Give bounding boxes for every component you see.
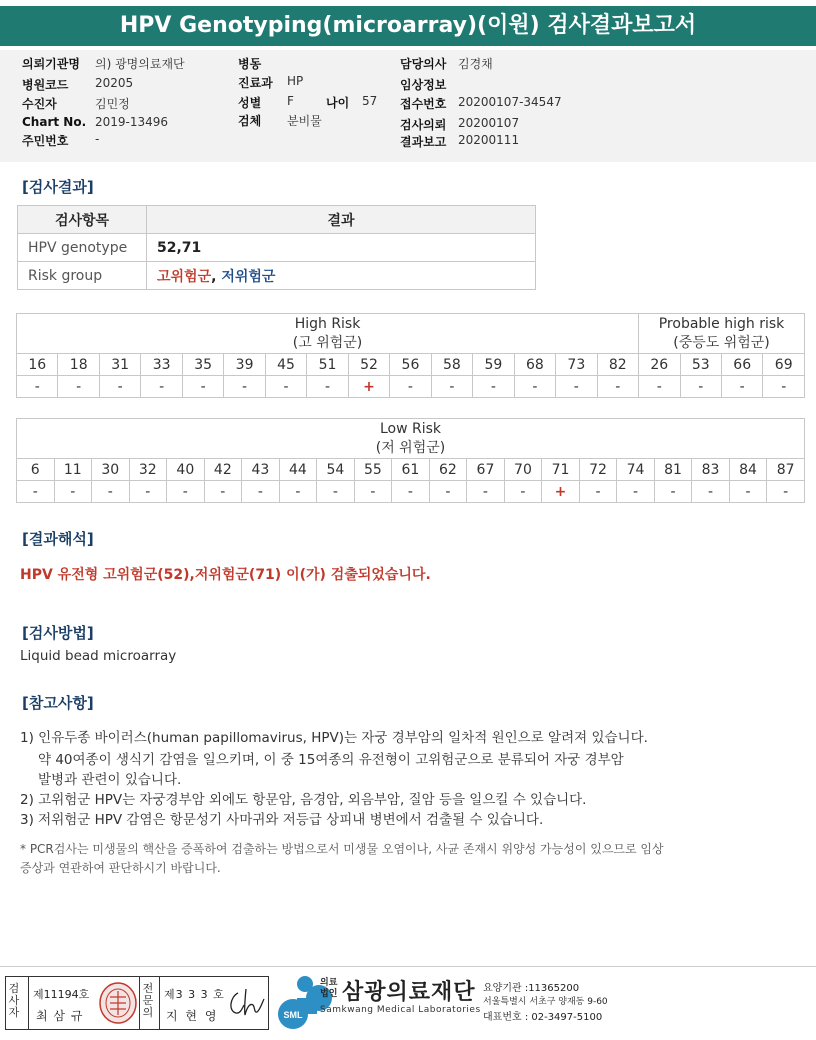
result-mark: - — [763, 376, 805, 398]
genotype-number: 33 — [141, 354, 182, 376]
age-value: 57 — [362, 94, 378, 108]
genotype-number: 16 — [17, 354, 58, 376]
sex-label: 성별 — [238, 96, 262, 110]
genotype-number: 66 — [721, 354, 762, 376]
probable-risk-title: Probable high risk — [658, 315, 785, 332]
high-risk-header — [17, 314, 639, 354]
notes-section-title: [참고사항] — [22, 694, 94, 712]
genotype-number: 68 — [514, 354, 555, 376]
note-line-4: 2) 고위험군 HPV는 자궁경부암 외에도 항문암, 음경암, 외음부암, 질암 등을 일으킬 수 있습니다. — [20, 792, 587, 808]
risk-group-row — [18, 262, 536, 290]
genotype-number: 58 — [431, 354, 472, 376]
genotype-number: 26 — [639, 354, 680, 376]
report-title: HPV Genotyping(microarray)(이원) 검사결과보고서 — [0, 6, 816, 46]
result-mark: - — [729, 481, 767, 503]
pcr-note-line-1: * PCR검사는 미생물의 핵산을 증폭하여 검출하는 방법으로서 미생물 오염이나, 사균 존재시 위양성 가능성이 있으므로 임상 — [20, 842, 664, 856]
low-risk-header — [17, 419, 805, 459]
high-risk-marks-row — [17, 376, 805, 398]
genotype-label: HPV genotype — [18, 234, 147, 262]
result-mark: - — [431, 376, 472, 398]
interpretation-section-title: [결과해석] — [22, 530, 94, 548]
result-mark: - — [17, 376, 58, 398]
report-date-label: 결과보고 — [400, 135, 447, 149]
patient-info-panel — [0, 50, 816, 162]
specialist-license: 제3 3 3 호 — [164, 988, 225, 1001]
risk-low-text: 저위험군 — [221, 268, 276, 285]
genotype-number: 81 — [654, 459, 692, 481]
genotype-number: 6 — [17, 459, 55, 481]
genotype-number: 31 — [99, 354, 140, 376]
result-mark: - — [224, 376, 265, 398]
patient-value: 김민정 — [95, 97, 130, 111]
low-risk-types-row — [17, 459, 805, 481]
genotype-number: 54 — [317, 459, 355, 481]
result-mark: - — [617, 481, 655, 503]
genotype-number: 44 — [279, 459, 317, 481]
genotype-number: 61 — [392, 459, 430, 481]
result-mark: - — [473, 376, 514, 398]
genotype-number: 53 — [680, 354, 721, 376]
receipt-value: 20200107-34547 — [458, 95, 562, 109]
col-result-header: 결과 — [147, 206, 536, 234]
result-mark: - — [639, 376, 680, 398]
result-mark: - — [58, 376, 99, 398]
result-mark: - — [504, 481, 542, 503]
low-risk-header-row — [17, 419, 805, 459]
age-label: 나이 — [326, 96, 350, 110]
report-date-value: 20200111 — [458, 133, 520, 147]
interpretation-text: HPV 유전형 고위험군(52),저위험군(71) 이(가) 검출되었습니다. — [20, 567, 431, 583]
foundation-phone: 대표번호 : 02-3497-5100 — [483, 1012, 603, 1023]
resident-label: 주민번호 — [22, 134, 69, 148]
note-line-3: 발병과 관련이 있습니다. — [38, 772, 182, 788]
sign-divider-2 — [139, 977, 140, 1029]
high-risk-subtitle: (고 위험군) — [292, 334, 363, 351]
result-mark: - — [654, 481, 692, 503]
genotype-number: 74 — [617, 459, 655, 481]
examiner-seal — [98, 981, 138, 1025]
result-mark: - — [92, 481, 130, 503]
footer-divider — [0, 966, 816, 967]
low-risk-subtitle: (저 위험군) — [375, 439, 446, 456]
result-mark: - — [279, 481, 317, 503]
genotype-row — [18, 234, 536, 262]
result-mark: - — [129, 481, 167, 503]
result-mark: - — [556, 376, 597, 398]
risk-high-text: 고위험군 — [157, 268, 212, 285]
low-risk-title: Low Risk — [379, 420, 442, 437]
dept-value: HP — [287, 74, 304, 88]
client-value: 의) 광명의료재단 — [95, 57, 185, 71]
result-mark: - — [242, 481, 280, 503]
receipt-label: 접수번호 — [400, 97, 447, 111]
genotype-number: 11 — [54, 459, 92, 481]
result-mark: - — [99, 376, 140, 398]
specialist-signature — [226, 985, 266, 1021]
genotype-number: 84 — [729, 459, 767, 481]
result-mark: - — [721, 376, 762, 398]
genotype-number: 69 — [763, 354, 805, 376]
resident-value: - — [95, 132, 100, 146]
result-mark: - — [467, 481, 505, 503]
genotype-number: 71 — [542, 459, 580, 481]
genotype-number: 62 — [429, 459, 467, 481]
dept-label: 진료과 — [238, 76, 273, 90]
request-value: 20200107 — [458, 116, 520, 130]
result-mark: - — [767, 481, 805, 503]
doctor-value: 김경채 — [458, 57, 493, 71]
probable-risk-subtitle: (중등도 위험군) — [673, 334, 770, 351]
foundation-corp-label: 의료법인 — [320, 978, 338, 999]
genotype-number: 82 — [597, 354, 638, 376]
result-mark: - — [182, 376, 223, 398]
col-item-header: 검사항목 — [18, 206, 147, 234]
result-mark: - — [579, 481, 617, 503]
specimen-label: 검체 — [238, 114, 262, 128]
high-risk-title: High Risk — [294, 315, 361, 332]
result-mark: - — [680, 376, 721, 398]
hospital-code-label: 병원코드 — [22, 78, 69, 92]
risk-group-label: Risk group — [18, 262, 147, 290]
specialist-name: 지 현 영 — [166, 1009, 219, 1023]
client-label: 의뢰기관명 — [22, 57, 80, 71]
genotype-number: 72 — [579, 459, 617, 481]
note-line-2: 약 40여종이 생식기 감염을 일으키며, 이 중 15여종의 유전형이 고위험군으로 분류되어 자궁 경부암 — [38, 752, 624, 768]
result-mark: + — [542, 481, 580, 503]
specimen-value: 분비물 — [287, 114, 322, 128]
low-risk-marks-row — [17, 481, 805, 503]
probable-risk-header — [639, 314, 805, 354]
result-mark: + — [348, 376, 389, 398]
foundation-name: 삼광의료재단 — [342, 980, 476, 1005]
result-mark: - — [429, 481, 467, 503]
logo-text: SML — [283, 1010, 303, 1020]
risk-group-value — [147, 262, 536, 290]
low-risk-table — [16, 418, 805, 503]
result-mark: - — [54, 481, 92, 503]
hospital-code-value: 20205 — [95, 76, 134, 90]
genotype-number: 43 — [242, 459, 280, 481]
genotype-number: 87 — [767, 459, 805, 481]
genotype-number: 70 — [504, 459, 542, 481]
genotype-number: 73 — [556, 354, 597, 376]
result-mark: - — [307, 376, 348, 398]
genotype-number: 32 — [129, 459, 167, 481]
result-mark: - — [141, 376, 182, 398]
doctor-label: 담당의사 — [400, 57, 447, 71]
genotype-number: 67 — [467, 459, 505, 481]
genotype-number: 83 — [692, 459, 730, 481]
result-mark: - — [317, 481, 355, 503]
genotype-number: 45 — [265, 354, 306, 376]
high-risk-table — [16, 313, 805, 398]
result-mark: - — [597, 376, 638, 398]
risk-separator: , — [211, 268, 222, 285]
result-mark: - — [354, 481, 392, 503]
foundation-code: 요양기관 :11365200 — [483, 983, 580, 994]
high-risk-types-row — [17, 354, 805, 376]
method-section-title: [검사방법] — [22, 624, 94, 642]
patient-label: 수진자 — [22, 97, 57, 111]
request-label: 검사의뢰 — [400, 118, 447, 132]
signature-box — [5, 976, 269, 1030]
results-section-title: [검사결과] — [22, 178, 94, 196]
genotype-number: 59 — [473, 354, 514, 376]
method-text: Liquid bead microarray — [20, 648, 177, 664]
genotype-number: 18 — [58, 354, 99, 376]
sex-value: F — [287, 94, 294, 108]
genotype-number: 42 — [204, 459, 242, 481]
result-mark: - — [204, 481, 242, 503]
chart-label: Chart No. — [22, 115, 87, 129]
result-mark: - — [167, 481, 205, 503]
sign-divider-3 — [159, 977, 160, 1029]
result-mark: - — [392, 481, 430, 503]
result-mark: - — [692, 481, 730, 503]
specialist-label: 전문의 — [142, 982, 154, 1019]
foundation-en-name: Samkwang Medical Laboratories — [320, 1005, 481, 1015]
genotype-number: 55 — [354, 459, 392, 481]
genotype-number: 51 — [307, 354, 348, 376]
genotype-number: 39 — [224, 354, 265, 376]
genotype-number: 35 — [182, 354, 223, 376]
results-table — [17, 205, 536, 290]
results-header-row — [18, 206, 536, 234]
genotype-value: 52,71 — [147, 234, 536, 262]
pcr-note-line-2: 증상과 연관하여 판단하시기 바랍니다. — [20, 861, 221, 875]
examiner-name: 최 삼 규 — [36, 1009, 84, 1023]
result-mark: - — [514, 376, 555, 398]
examiner-label: 검사자 — [8, 982, 20, 1019]
result-mark: - — [17, 481, 55, 503]
examiner-license: 제11194호 — [33, 988, 90, 1001]
genotype-number: 30 — [92, 459, 130, 481]
result-mark: - — [390, 376, 431, 398]
note-line-5: 3) 저위험군 HPV 감염은 항문성기 사마귀와 저등급 상피내 병변에서 검출될 수 있습니다. — [20, 812, 544, 828]
genotype-number: 52 — [348, 354, 389, 376]
genotype-number: 56 — [390, 354, 431, 376]
note-line-1: 1) 인유두종 바이러스(human papillomavirus, HPV)는 자궁 경부암의 일차적 원인으로 알려져 있습니다. — [20, 730, 648, 746]
chart-value: 2019-13496 — [95, 115, 169, 129]
ward-label: 병동 — [238, 57, 262, 71]
result-mark: - — [265, 376, 306, 398]
foundation-address: 서울특별시 서초구 양재동 9-60 — [483, 997, 608, 1007]
high-risk-header-row — [17, 314, 805, 354]
clinical-label: 임상정보 — [400, 78, 447, 92]
sign-divider-1 — [28, 977, 29, 1029]
genotype-number: 40 — [167, 459, 205, 481]
